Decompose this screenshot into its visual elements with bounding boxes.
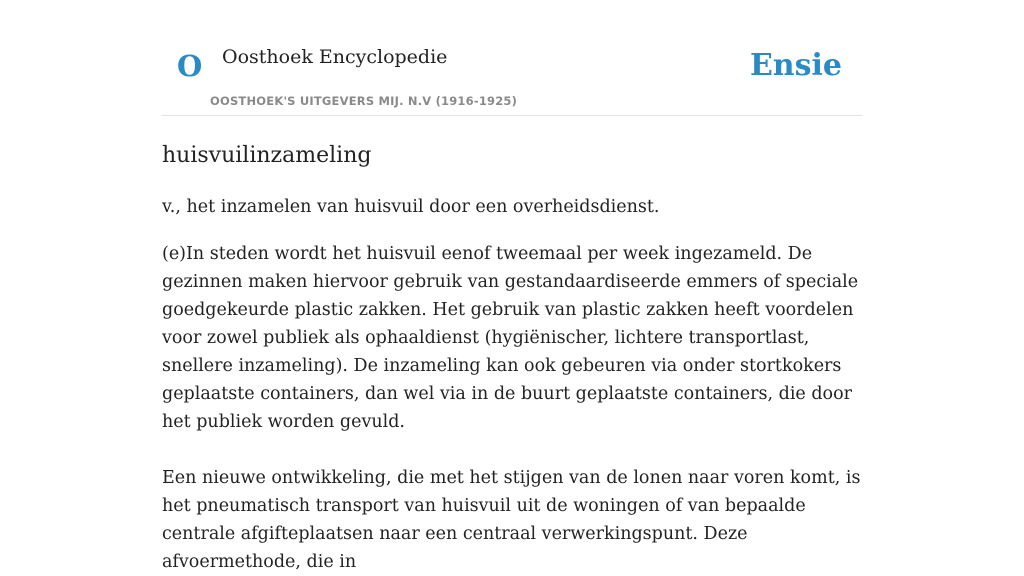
entry-paragraph: Een nieuwe ontwikkeling, die met het stijgen van de lonen naar voren komt, is het pneumatisch transport van huisvuil uit de woningen of van bepaalde centrale afgifteplaatsen naar een centraal verwerkingspunt. Deze afvoermethode, die in [162, 468, 861, 572]
entry-content [162, 141, 862, 576]
brand-logo[interactable]: Ensie [749, 48, 842, 83]
book-title[interactable]: Oosthoek Encyclopedie [222, 46, 448, 68]
publisher-line: OOSTHOEK'S UITGEVERS MIJ. N.V (1916-1925) [210, 94, 518, 108]
entry-definition: v., het inzamelen van huisvuil door een overheidsdienst. [162, 197, 660, 217]
page [162, 0, 862, 572]
entry-title: huisvuilinzameling [162, 143, 372, 168]
header [162, 0, 862, 116]
entry-paragraph: (e)In steden wordt het huisvuil eenof tweemaal per week ingezameld. De gezinnen maken hiervoor gebruik van gestandaardiseerde emmers of speciale goedgekeurde plastic zakken. Het gebruik van plastic zakken heeft voordelen voor zowel publiek als ophaaldienst (hygiënischer, lichtere transportlast, snellere inzameling). De inzameling kan ook gebeuren via onder stortkokers geplaatste containers, dan wel via in de buurt geplaatste containers, die door het publiek worden gevuld. [162, 244, 859, 432]
book-logo[interactable]: O [177, 49, 203, 83]
